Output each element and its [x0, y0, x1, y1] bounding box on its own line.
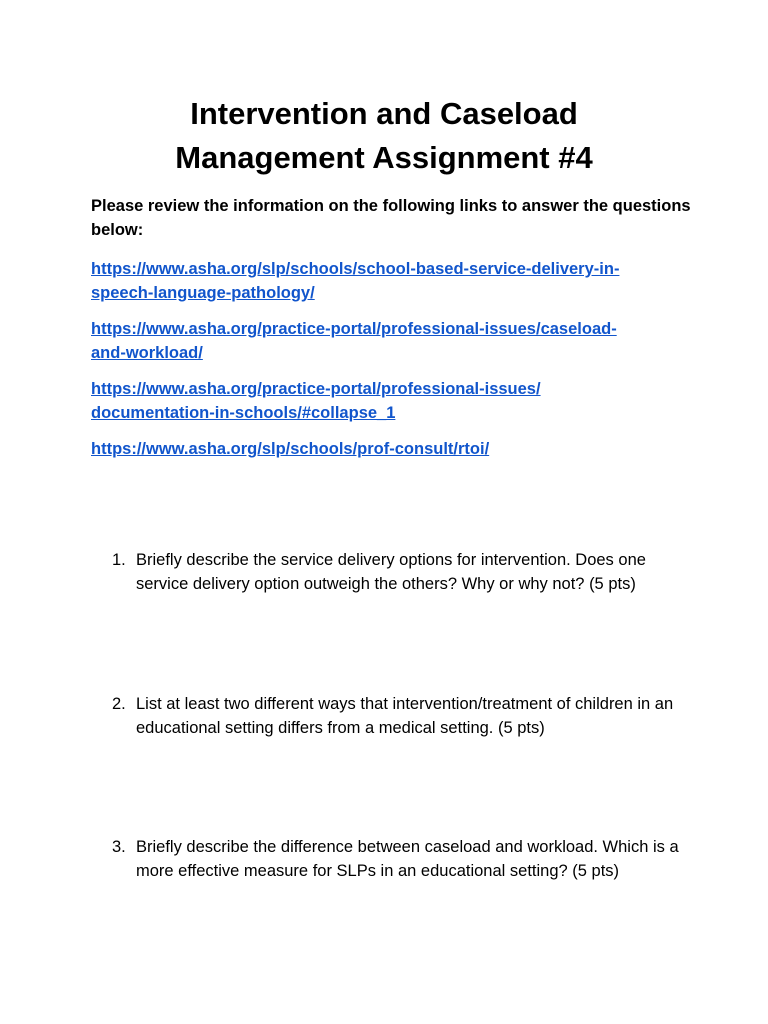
question-text: List at least two different ways that intervention/treatment of children in an educational setting differs from a medical setting. (5 pts): [136, 695, 674, 737]
link-line: https://www.asha.org/practice-portal/professional-issues/: [91, 380, 541, 398]
question-text: Briefly describe the difference between caseload and workload. Which is a more effective measure for SLPs in an educational setting? (5 pts): [136, 838, 679, 880]
link-rtoi[interactable]: [91, 437, 711, 461]
link-line: and-workload/: [91, 344, 203, 362]
link-service-delivery[interactable]: [91, 257, 711, 305]
question-number: 3.: [112, 838, 126, 856]
question-3: [112, 835, 702, 883]
question-text: Briefly describe the service delivery options for intervention. Does one service delivery option outweigh the others? Why or why not? (5 pts): [136, 551, 646, 593]
link-line: https://www.asha.org/practice-portal/professional-issues/caseload-: [91, 320, 617, 338]
question-1: [112, 548, 702, 596]
link-line: documentation-in-schools/#collapse_1: [91, 404, 396, 422]
question-2: [112, 692, 702, 740]
document-title: [0, 92, 768, 180]
link-line: https://www.asha.org/slp/schools/prof-consult/rtoi/: [91, 440, 490, 458]
question-number: 1.: [112, 551, 126, 569]
title-line-1: Intervention and Caseload: [190, 96, 578, 131]
title-line-2: Management Assignment #4: [175, 140, 593, 175]
intro-paragraph: Please review the information on the following links to answer the questions below:: [91, 197, 691, 239]
question-number: 2.: [112, 695, 126, 713]
link-caseload-workload[interactable]: [91, 317, 711, 365]
link-documentation-in-schools[interactable]: [91, 377, 711, 425]
link-line: https://www.asha.org/slp/schools/school-based-service-delivery-in-: [91, 260, 620, 278]
link-line: speech-language-pathology/: [91, 284, 315, 302]
